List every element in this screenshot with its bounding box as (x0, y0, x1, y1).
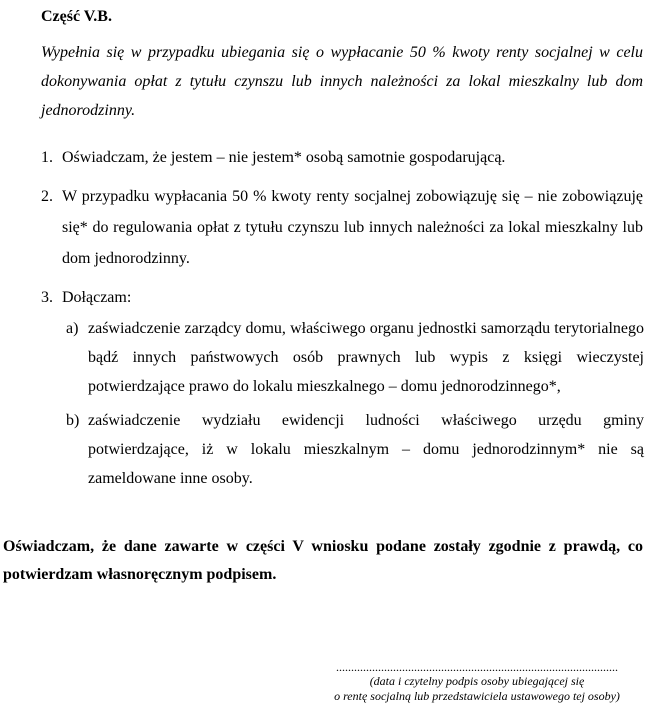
list-item-number: 2. (41, 188, 53, 205)
sub-item-text: zaświadczenie wydziału ewidencji ludności właściwego urzędu gminy potwierdzające, iż w lokalu mieszkalnym – domu jednorodzinnym* nie są zameldowane inne osoby. (88, 412, 644, 487)
signature-block (310, 660, 644, 704)
section-instruction: Wypełnia się w przypadku ubiegania się o wypłacanie 50 % kwoty renty socjalnej w celu dokonywania opłat z tytułu czynszu lub innych należności za lokal mieszkalny lub dom jednorodzinny. (41, 44, 643, 119)
sub-item-letter: b) (66, 412, 80, 429)
sub-item-a (66, 314, 644, 401)
signature-line: .............................................................................................. (336, 660, 618, 674)
list-item-number: 1. (41, 149, 53, 166)
sub-item-letter: a) (66, 320, 79, 337)
list-item-number: 3. (41, 289, 53, 306)
list-item-text: Dołączam: (62, 289, 132, 306)
sub-item-b (66, 406, 644, 493)
signature-caption-line-2: o rentę socjalną lub przedstawiciela ustawowego tej osoby) (334, 689, 620, 703)
list-item-2 (41, 181, 643, 274)
section-heading: Część V.B. (41, 8, 112, 25)
declaration-statement: Oświadczam, że dane zawarte w części V wniosku podane zostały zgodnie z prawdą, co potwierdzam własnoręcznym podpisem. (3, 538, 643, 583)
list-item-text: Oświadczam, że jestem – nie jestem* osobą samotnie gospodarującą. (62, 149, 506, 166)
list-item-1 (41, 142, 643, 173)
sub-item-text: zaświadczenie zarządcy domu, właściwego organu jednostki samorządu terytorialnego bądź innych państwowych osób prawnych lub wypis z księgi wieczystej potwierdzające prawo do lokalu mieszkalnego – domu jednorodzinnego*, (88, 320, 644, 395)
list-item-3 (41, 282, 643, 313)
list-item-text: W przypadku wypłacania 50 % kwoty renty socjalnej zobowiązuję się – nie zobowiązuję się* do regulowania opłat z tytułu czynszu lub innych należności za lokal mieszkalny lub dom jednorodzinny. (62, 188, 643, 267)
signature-caption-line-1: (data i czytelny podpis osoby ubiegającej się (369, 674, 585, 688)
